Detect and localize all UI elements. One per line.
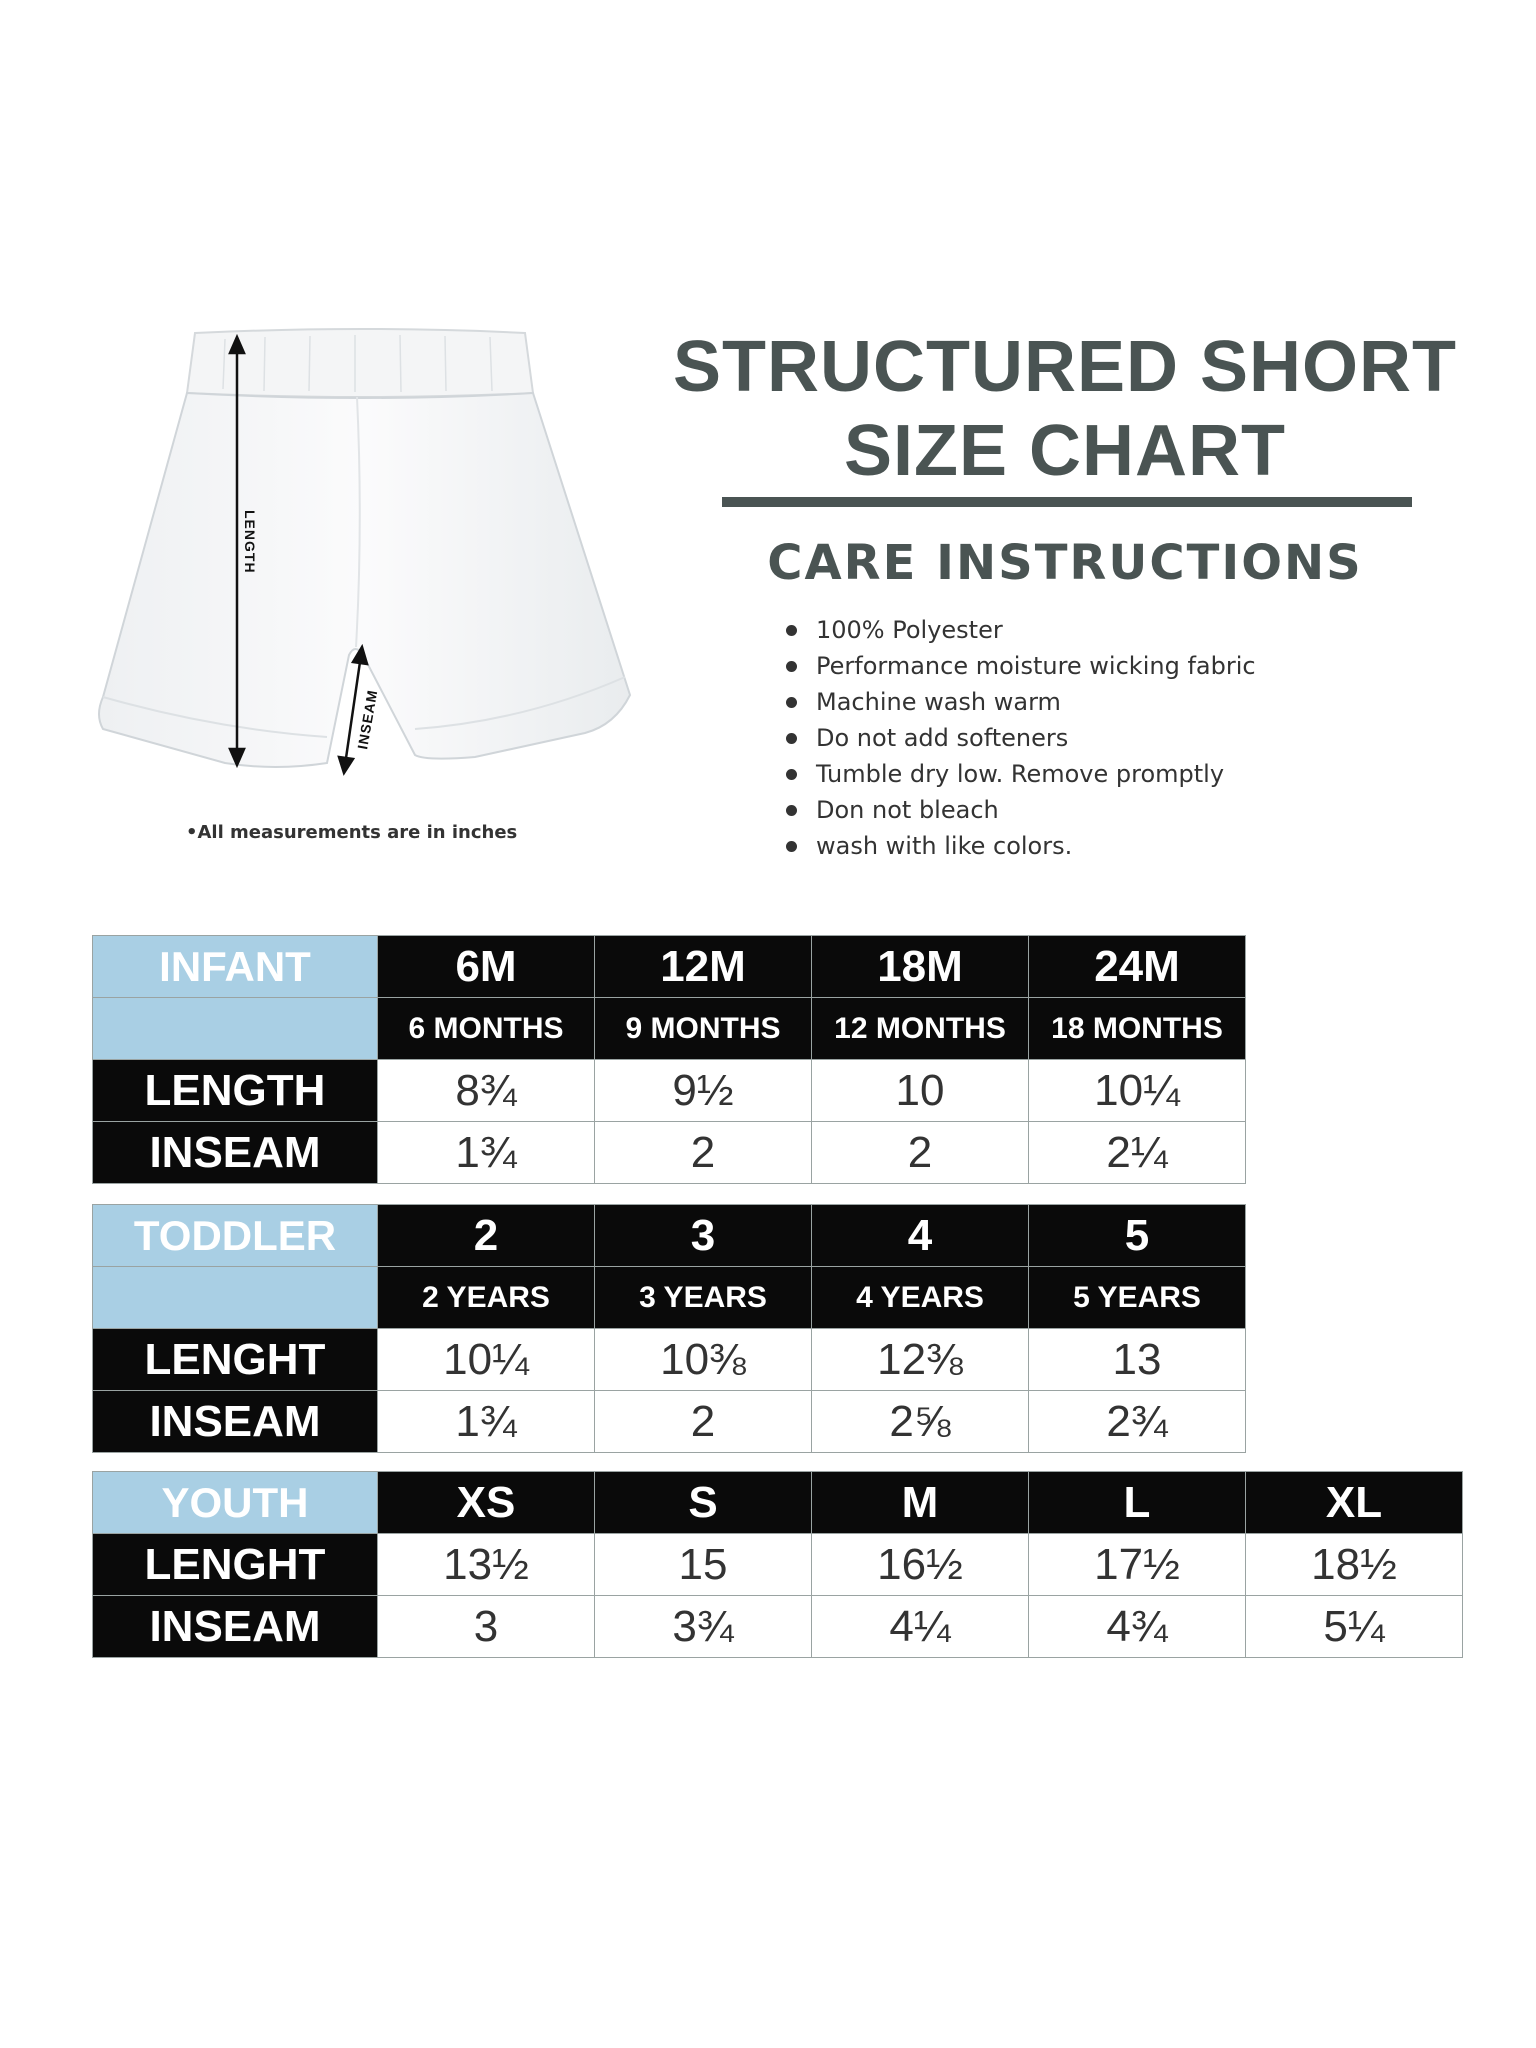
size-header: 5 <box>1029 1205 1246 1267</box>
table-cell: 10¼ <box>378 1329 595 1391</box>
table-cell: 10 <box>812 1060 1029 1122</box>
table-cell: 3¾ <box>595 1596 812 1658</box>
size-header: 18M <box>812 936 1029 998</box>
page-title <box>640 325 1490 493</box>
category-label-toddler: TODDLER <box>93 1205 378 1267</box>
age-header: 18 MONTHS <box>1029 998 1246 1060</box>
care-item-text: Performance moisture wicking fabric <box>816 652 1256 680</box>
care-item <box>786 648 1256 684</box>
care-item-text: 100% Polyester <box>816 616 1003 644</box>
table-cell: 3 <box>378 1596 595 1658</box>
table-cell: 16½ <box>812 1534 1029 1596</box>
table-cell: 4¼ <box>812 1596 1029 1658</box>
age-header: 3 YEARS <box>595 1267 812 1329</box>
age-header: 5 YEARS <box>1029 1267 1246 1329</box>
age-header: 12 MONTHS <box>812 998 1029 1060</box>
care-item-text: Do not add softeners <box>816 724 1069 752</box>
size-header: S <box>595 1472 812 1534</box>
table-cell: 9½ <box>595 1060 812 1122</box>
table-cell: 12⅜ <box>812 1329 1029 1391</box>
bullet-icon <box>786 769 797 780</box>
title-line-2: SIZE CHART <box>844 411 1286 491</box>
bullet-icon <box>786 733 797 744</box>
table-cell: 2⅝ <box>812 1391 1029 1453</box>
table-cell: 1¾ <box>378 1122 595 1184</box>
care-item <box>786 612 1256 648</box>
care-item <box>786 684 1256 720</box>
title-line-1: STRUCTURED SHORT <box>673 327 1457 407</box>
category-label-infant: INFANT <box>93 936 378 998</box>
age-header: 2 YEARS <box>378 1267 595 1329</box>
table-cell: 1¾ <box>378 1391 595 1453</box>
size-header: 24M <box>1029 936 1246 998</box>
bullet-icon <box>786 625 797 636</box>
size-header: XS <box>378 1472 595 1534</box>
size-header: XL <box>1246 1472 1463 1534</box>
category-spacer <box>93 998 378 1060</box>
care-item <box>786 828 1256 864</box>
row-label-inseam: INSEAM <box>93 1391 378 1453</box>
category-spacer <box>93 1267 378 1329</box>
bullet-icon <box>786 697 797 708</box>
table-cell: 18½ <box>1246 1534 1463 1596</box>
age-header: 9 MONTHS <box>595 998 812 1060</box>
table-cell: 4¾ <box>1029 1596 1246 1658</box>
measurement-note: •All measurements are in inches <box>186 822 518 843</box>
shorts-diagram <box>95 325 645 785</box>
table-cell: 5¼ <box>1246 1596 1463 1658</box>
care-heading: CARE INSTRUCTIONS <box>767 535 1363 591</box>
table-cell: 2 <box>812 1122 1029 1184</box>
table-cell: 13 <box>1029 1329 1246 1391</box>
size-header: 12M <box>595 936 812 998</box>
age-header: 6 MONTHS <box>378 998 595 1060</box>
care-list <box>786 612 1256 864</box>
care-item <box>786 792 1256 828</box>
bullet-icon <box>786 661 797 672</box>
shorts-illustration <box>95 325 645 785</box>
row-label-inseam: INSEAM <box>93 1122 378 1184</box>
size-header: 3 <box>595 1205 812 1267</box>
table-cell: 8¾ <box>378 1060 595 1122</box>
toddler-size-table <box>92 1204 1246 1453</box>
inseam-label: INSEAM <box>354 688 381 751</box>
table-cell: 15 <box>595 1534 812 1596</box>
table-cell: 2¼ <box>1029 1122 1246 1184</box>
care-item-text: Tumble dry low. Remove promptly <box>816 760 1225 788</box>
care-item-text: Don not bleach <box>816 796 999 824</box>
care-item-text: Machine wash warm <box>816 688 1061 716</box>
length-label: LENGTH <box>242 510 258 574</box>
age-header: 4 YEARS <box>812 1267 1029 1329</box>
youth-size-table <box>92 1471 1463 1658</box>
table-cell: 10⅜ <box>595 1329 812 1391</box>
care-item-text: wash with like colors. <box>816 832 1073 860</box>
care-item <box>786 720 1256 756</box>
table-cell: 17½ <box>1029 1534 1246 1596</box>
table-cell: 10¼ <box>1029 1060 1246 1122</box>
table-cell: 2 <box>595 1122 812 1184</box>
bullet-icon <box>786 805 797 816</box>
infant-size-table <box>92 935 1246 1184</box>
size-header: M <box>812 1472 1029 1534</box>
table-cell: 2 <box>595 1391 812 1453</box>
table-cell: 2¾ <box>1029 1391 1246 1453</box>
row-label-length: LENGHT <box>93 1329 378 1391</box>
size-header: L <box>1029 1472 1246 1534</box>
size-header: 6M <box>378 936 595 998</box>
row-label-inseam: INSEAM <box>93 1596 378 1658</box>
row-label-length: LENGHT <box>93 1534 378 1596</box>
category-label-youth: YOUTH <box>93 1472 378 1534</box>
title-divider <box>722 497 1412 507</box>
row-label-length: LENGTH <box>93 1060 378 1122</box>
bullet-icon <box>786 841 797 852</box>
table-cell: 13½ <box>378 1534 595 1596</box>
care-item <box>786 756 1256 792</box>
size-header: 4 <box>812 1205 1029 1267</box>
size-header: 2 <box>378 1205 595 1267</box>
